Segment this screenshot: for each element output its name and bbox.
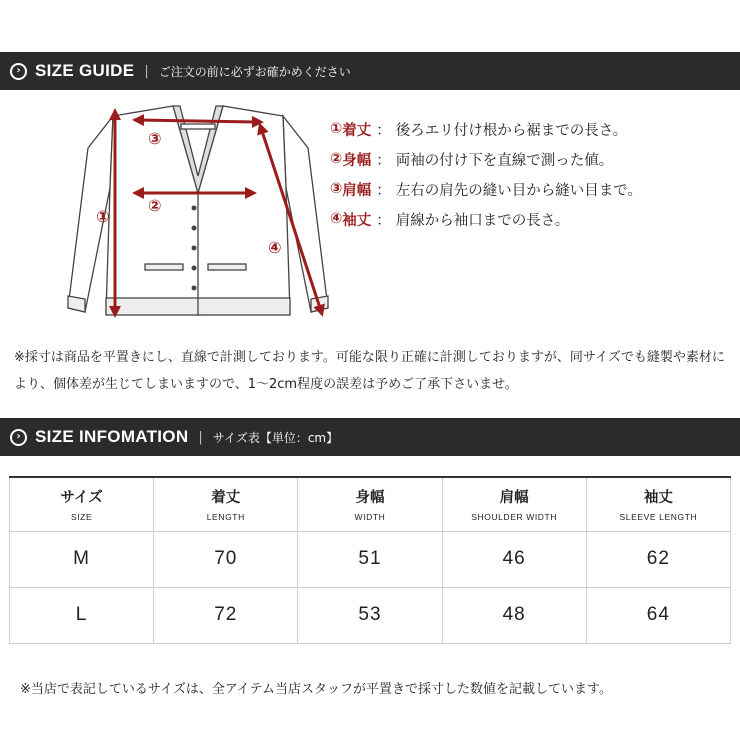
marker-4: ④ bbox=[268, 238, 282, 257]
header-divider: | bbox=[198, 429, 203, 445]
size-info-subtitle: サイズ表【単位：cm】 bbox=[212, 430, 339, 445]
header-divider: | bbox=[144, 63, 149, 79]
table-cell: 62 bbox=[586, 531, 730, 587]
table-cell: 53 bbox=[298, 587, 442, 643]
size-guide-title: SIZE GUIDE bbox=[35, 61, 135, 80]
size-guide-subtitle: ご注文の前に必ずお確かめください bbox=[158, 64, 351, 79]
table-cell: 46 bbox=[442, 531, 586, 587]
legend-description: 両袖の付け下を直線で測った値。 bbox=[395, 152, 614, 169]
legend-description: 肩線から袖口までの長さ。 bbox=[395, 212, 570, 229]
legend-number: ④ bbox=[330, 211, 343, 227]
column-header: 肩幅 SHOULDER WIDTH bbox=[442, 477, 586, 531]
legend-term: 着丈 bbox=[342, 122, 372, 139]
marker-1: ① bbox=[96, 207, 110, 226]
table-cell: 51 bbox=[298, 531, 442, 587]
chevron-right-circle-icon: › bbox=[10, 429, 27, 446]
legend-item: ④ 袖丈 ： 肩線から袖口までの長さ。 bbox=[330, 204, 642, 234]
table-cell: 72 bbox=[154, 587, 298, 643]
legend-term: 袖丈 bbox=[342, 212, 372, 229]
cardigan-measurement-diagram bbox=[58, 98, 338, 328]
table-cell: 48 bbox=[442, 587, 586, 643]
table-row bbox=[10, 531, 731, 587]
legend-number: ② bbox=[330, 151, 343, 167]
chevron-right-circle-icon: › bbox=[10, 63, 27, 80]
marker-2: ② bbox=[148, 196, 162, 215]
size-info-title: SIZE INFOMATION bbox=[35, 427, 189, 446]
column-header: 着丈 LENGTH bbox=[154, 477, 298, 531]
size-info-header bbox=[0, 418, 740, 456]
legend-term: 身幅 bbox=[342, 152, 372, 169]
legend-description: 後ろエリ付け根から裾までの長さ。 bbox=[395, 122, 628, 139]
table-cell: 70 bbox=[154, 531, 298, 587]
table-header-row bbox=[10, 477, 731, 531]
size-table bbox=[9, 476, 731, 644]
size-guide-header bbox=[0, 52, 740, 90]
marker-3: ③ bbox=[148, 129, 162, 148]
legend-term: 肩幅 bbox=[342, 182, 372, 199]
legend-item: ③ 肩幅 ： 左右の肩先の縫い目から縫い目まで。 bbox=[330, 174, 642, 204]
legend-description: 左右の肩先の縫い目から縫い目まで。 bbox=[395, 182, 642, 199]
column-header: 身幅 WIDTH bbox=[298, 477, 442, 531]
shoulder-arrow bbox=[138, 120, 258, 122]
legend-item: ① 着丈 ： 後ろエリ付け根から裾までの長さ。 bbox=[330, 114, 642, 144]
table-cell: L bbox=[10, 587, 154, 643]
measurement-legend bbox=[330, 114, 642, 234]
legend-item: ② 身幅 ： 両袖の付け下を直線で測った値。 bbox=[330, 144, 642, 174]
column-header: サイズ SIZE bbox=[10, 477, 154, 531]
legend-number: ③ bbox=[330, 181, 343, 197]
table-row bbox=[10, 587, 731, 643]
staff-measurement-note: ※当店で表記しているサイズは、全アイテム当店スタッフが平置きで採寸した数値を記載しています。 bbox=[20, 682, 612, 697]
table-cell: 64 bbox=[586, 587, 730, 643]
measurement-note: ※採寸は商品を平置きにし、直線で計測しております。可能な限り正確に計測しておりますが、同サイズでも縫製や素材により、個体差が生じてしまいますので、1〜2cm程度の誤差は予めご了承下さいませ。 bbox=[14, 350, 725, 392]
table-cell: M bbox=[10, 531, 154, 587]
column-header: 袖丈 SLEEVE LENGTH bbox=[586, 477, 730, 531]
legend-number: ① bbox=[330, 121, 343, 137]
